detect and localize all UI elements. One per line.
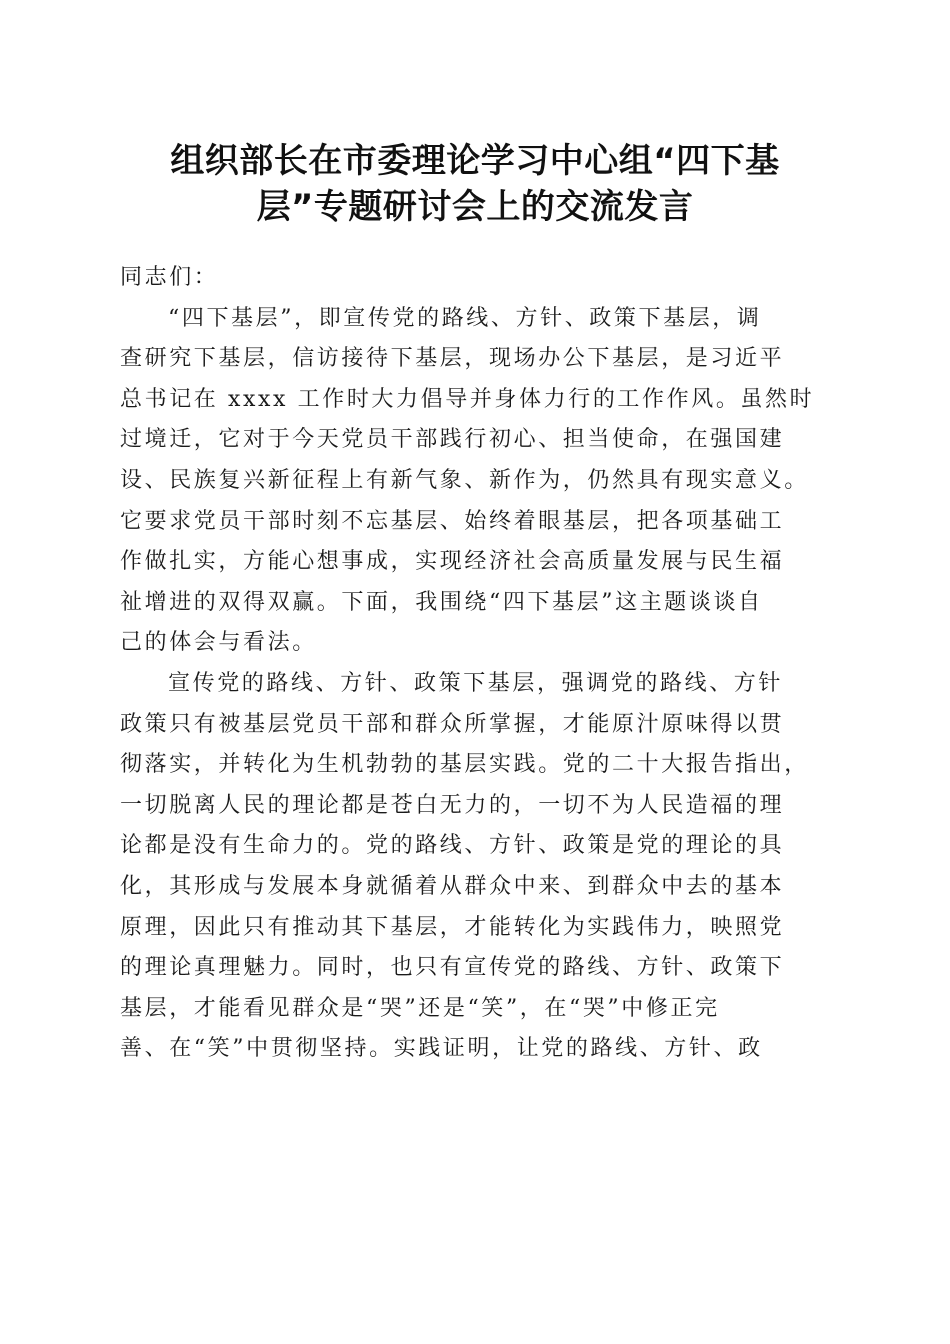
paragraph-line: 过境迁，它对于今天党员干部践行初心、担当使命，在强国建 — [120, 427, 785, 453]
title-line: 层”专题研讨会上的交流发言 — [256, 187, 694, 227]
paragraph-line: 己的体会与看法。 — [120, 630, 317, 656]
paragraph-2 — [120, 664, 840, 1070]
paragraph-line: 的理论真理魅力。同时，也只有宣传党的路线、方针、政策下 — [120, 955, 785, 981]
paragraph-line: 设、民族复兴新征程上有新气象、新作为，仍然具有现实意义。 — [120, 467, 809, 493]
paragraph-line: 化，其形成与发展本身就循着从群众中来、到群众中去的基本 — [120, 873, 785, 899]
paragraph-line: 原理，因此只有推动其下基层，才能转化为实践伟力，映照党 — [120, 914, 785, 940]
paragraph-line: 基层，才能看见群众是“哭”还是“笑”，在“哭”中修正完 — [120, 995, 720, 1021]
document-body — [120, 258, 840, 1070]
paragraph-line: 政策只有被基层党员干部和群众所掌握，才能原汁原味得以贯 — [120, 711, 785, 737]
paragraph-line: 彻落实，并转化为生机勃勃的基层实践。党的二十大报告指出， — [120, 752, 809, 778]
title-line: 组织部长在市委理论学习中心组“四下基 — [170, 141, 780, 181]
paragraph-line: 宣传党的路线、方针、政策下基层，强调党的路线、方针 — [168, 670, 784, 696]
paragraph-line: 善、在“笑”中贯彻坚持。实践证明，让党的路线、方针、政 — [120, 1036, 763, 1062]
paragraph-line: 祉增进的双得双赢。下面，我围绕“四下基层”这主题谈谈自 — [120, 589, 763, 615]
paragraph-1 — [120, 299, 840, 664]
paragraph-line: 一切脱离人民的理论都是苍白无力的，一切不为人民造福的理 — [120, 792, 785, 818]
paragraph-line: 查研究下基层，信访接待下基层，现场办公下基层，是习近平 — [120, 346, 785, 372]
salutation: 同志们： — [120, 265, 219, 290]
paragraph-line: 作做扎实，方能心想事成，实现经济社会高质量发展与民生福 — [120, 549, 785, 575]
paragraph-line: “四下基层”，即宣传党的路线、方针、政策下基层，调 — [168, 305, 762, 331]
paragraph-line: 总书记在 xxxx 工作时大力倡导并身体力行的工作作风。虽然时 — [120, 386, 815, 412]
paragraph-line: 它要求党员干部时刻不忘基层、始终着眼基层，把各项基础工 — [120, 508, 785, 534]
document-title — [100, 138, 850, 230]
paragraph-line: 论都是没有生命力的。党的路线、方针、政策是党的理论的具 — [120, 833, 785, 859]
